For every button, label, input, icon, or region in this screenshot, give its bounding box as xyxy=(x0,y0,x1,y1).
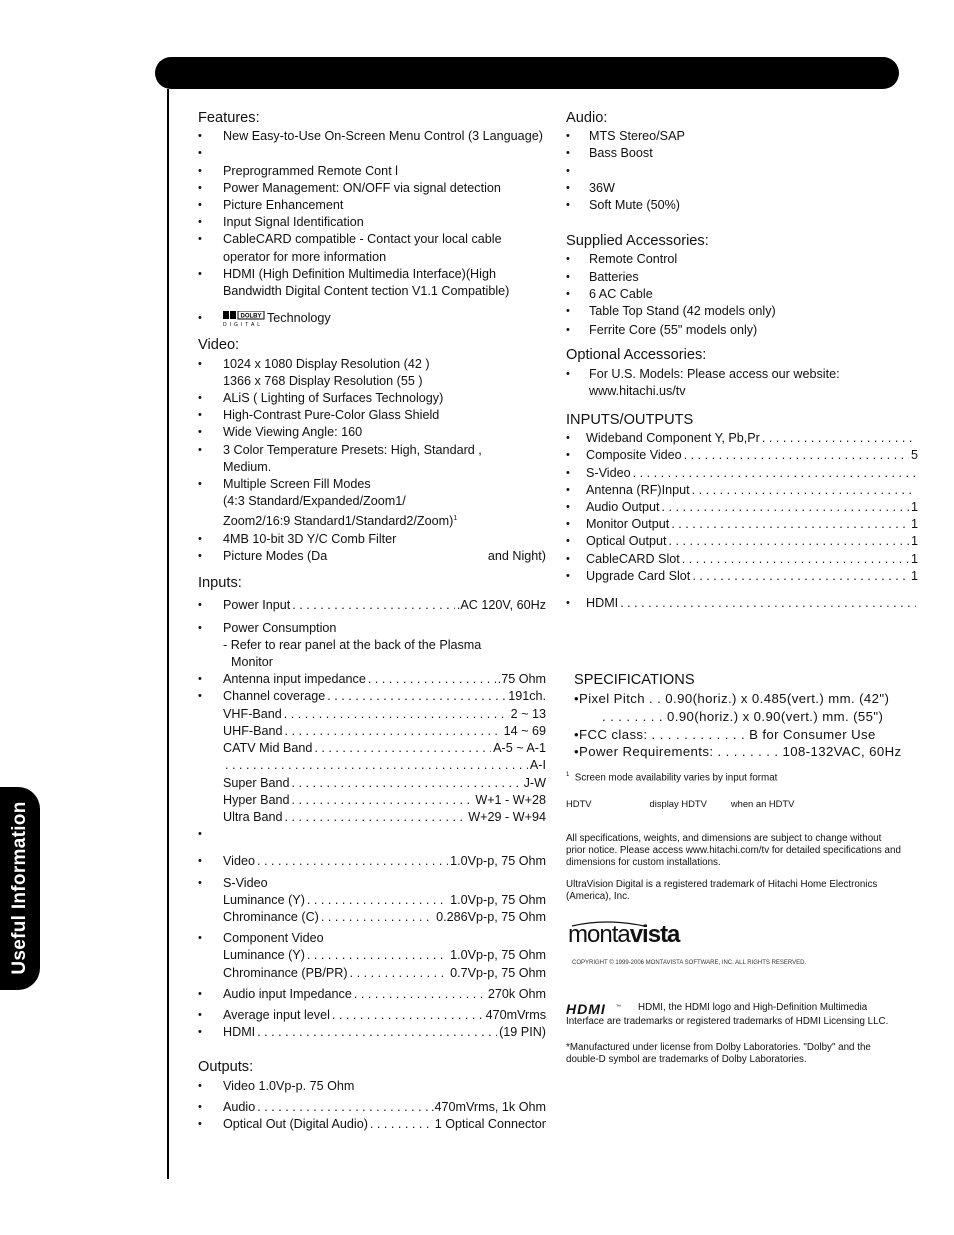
list-item: • Power Management: ON/OFF via signal detection xyxy=(198,180,546,197)
header-bar xyxy=(155,57,899,89)
list-item xyxy=(566,163,918,180)
svg-text:HDMI: HDMI xyxy=(566,1001,606,1016)
list-item: • DOLBY DIGITAL Technology xyxy=(198,310,546,327)
list-item: • 36W xyxy=(566,180,918,197)
hdmi-logo xyxy=(566,1002,630,1016)
svg-text:™: ™ xyxy=(616,1003,621,1010)
spec-row: • Power Input . . . .AC 120V, 60Hz xyxy=(198,597,546,614)
list-item: • Soft Mute (50%) xyxy=(566,197,918,214)
spec-row: • HDMI . . . xyxy=(566,595,918,612)
list-item: • High-Contrast Pure-Color Glass Shield xyxy=(198,407,546,424)
svg-text:DOLBY: • DOLBY xyxy=(240,313,262,320)
list-item: • Video 1.0Vp-p. 75 Ohm xyxy=(198,1078,546,1095)
io-row: • Monitor Output . . . 1 xyxy=(566,516,918,533)
montavista-block: montavista COPYRIGHT © 1999-2006 MONTAVISTA SOFTWARE, INC. ALL RIGHTS RESERVED. xyxy=(566,918,918,972)
spec-row: • Channel coverage . . . 191ch. xyxy=(198,688,546,705)
spec-row: • Audio . . . .470mVrms, 1k Ohm xyxy=(198,1099,546,1116)
band-row: CATV Mid Band . . . A-5 ~ A-1 xyxy=(198,740,546,757)
band-row: Super Band . . . J-W xyxy=(198,775,546,792)
list-item: • Power Consumption - Refer to rear panel at the back of the Plasma Monitor xyxy=(198,620,546,672)
video-heading: Video: xyxy=(198,337,240,354)
band-row: Hyper Band . . . W+1 - W+28 xyxy=(198,792,546,809)
dolby-digital-logo xyxy=(223,311,267,327)
list-item: • Table Top Stand (42 models only) xyxy=(566,303,918,320)
list-item: • Bass Boost xyxy=(566,145,918,162)
specifications-heading: SPECIFICATIONS xyxy=(574,672,695,689)
list-item: • Wide Viewing Angle: 160 xyxy=(198,424,546,441)
list-item: • 3 Color Temperature Presets: High, Standard , Medium. xyxy=(198,442,546,476)
hdmi-block: HDMI ™ HDMI, the HDMI logo and High-Definition Multimedia Interface are trademarks or registered trademarks of HDMI Licensing LLC. xyxy=(566,1001,889,1027)
list-item: • CableCARD compatible - Contact your local cable operator for more information xyxy=(198,231,546,265)
notice-text: All specifications, weights, and dimensions are subject to change without prior notice. Please access www.hitachi.com/tv for detailed specifications and dimensions for custom installations. xyxy=(566,832,901,868)
spec-row: • Audio input Impedance . . . 270k Ohm xyxy=(198,986,546,1003)
ultravision-text: UltraVision Digital is a registered trademark of Hitachi Home Electronics (America), Inc. xyxy=(566,879,878,903)
list-item: • Ferrite Core (55" models only) xyxy=(566,322,918,339)
list-item: • S-Video Luminance (Y) . . . 1.0Vp-p, 75 Ohm Chrominance (C) . . . 0.286Vp-p, 75 Ohm xyxy=(198,875,546,927)
section-tab-label: Useful Information xyxy=(9,801,30,975)
left-rule xyxy=(167,89,169,1179)
list-item xyxy=(198,826,546,843)
left-column xyxy=(198,110,546,1133)
outputs-heading: Outputs: xyxy=(198,1059,254,1076)
list-item: • Remote Control xyxy=(566,251,918,268)
list-item: • Picture Enhancement xyxy=(198,197,546,214)
list-item: • Batteries xyxy=(566,269,918,286)
io-row: • CableCARD Slot . . . 1 xyxy=(566,551,918,568)
hdtv-line: HDTV display HDTV when an HDTV xyxy=(566,798,795,810)
specifications: SPECIFICATIONS •Pixel Pitch . . 0.90(horiz.) x 0.485(vert.) mm. (42") . . . . . . . . 0.90(horiz.) x 0.90(vert.) mm. (55") •FCC class: . . . . . . . . . . . . B for Consumer Use •Power Requirements: . . . . . . . . 108-132VAC, 60Hz xyxy=(566,672,918,761)
spec-row: • Video . . . 1.0Vp-p, 75 Ohm xyxy=(198,853,546,870)
list-item: • Component Video Luminance (Y) . . . 1.0Vp-p, 75 Ohm Chrominance (PB/PR) . . . 0.7Vp-p, 75 Ohm xyxy=(198,930,546,982)
list-item: • 6 AC Cable xyxy=(566,286,918,303)
band-row: VHF-Band . . . 2 ~ 13 xyxy=(198,706,546,723)
band-row: . . . A-I xyxy=(198,757,546,774)
spec-row: • Average input level . . . 470mVrms xyxy=(198,1007,546,1024)
list-item: • Multiple Screen Fill Modes (4:3 Standard/Expanded/Zoom1/ Zoom2/16:9 Standard1/Standard2/Zoom)$^1$ xyxy=(198,476,546,531)
io-heading: INPUTS/OUTPUTS xyxy=(566,412,694,429)
io-row: • Upgrade Card Slot . . . 1 xyxy=(566,568,918,585)
list-item: • Picture Modes (Da and Night) xyxy=(198,548,546,565)
list-item: • HDMI (High Definition Multimedia Interface)(High Bandwidth Digital Content tection V1.1 Compatible) xyxy=(198,266,546,300)
footnote: $^1$ Screen mode availability varies by input format xyxy=(566,771,778,784)
io-row: • Optical Output . . . 1 xyxy=(566,533,918,550)
list-item xyxy=(198,145,546,162)
spec-row: • Optical Out (Digital Audio) . . . 1 Optical Connector xyxy=(198,1116,546,1133)
spec-row: • Antenna input impedance . . . .75 Ohm xyxy=(198,671,546,688)
svg-text:montavista: montavista xyxy=(568,920,680,948)
io-row: • S-Video . . . xyxy=(566,465,918,482)
list-item: • Preprogrammed Remote Cont l xyxy=(198,163,546,180)
dolby-trademark: *Manufactured under license from Dolby Laboratories. "Dolby" and the double-D symbol are trademarks of Dolby Laboratories. xyxy=(566,1042,871,1066)
list-item: • ALiS ( Lighting of Surfaces Technology) xyxy=(198,390,546,407)
section-tab xyxy=(0,787,40,990)
list-item: • New Easy-to-Use On-Screen Menu Control (3 Language) xyxy=(198,128,546,145)
optional-heading: Optional Accessories: xyxy=(566,347,707,364)
band-row: Ultra Band . . . W+29 - W+94 xyxy=(198,809,546,826)
svg-text:DIGITAL: DIGITAL xyxy=(223,321,264,327)
audio-heading: Audio: xyxy=(566,110,608,126)
list-item: • 4MB 10-bit 3D Y/C Comb Filter xyxy=(198,531,546,548)
supplied-heading: Supplied Accessories: xyxy=(566,233,709,250)
io-row: • Wideband Component Y, Pb,Pr . . . xyxy=(566,430,918,447)
montavista-logo xyxy=(566,918,686,950)
io-row: • Antenna (RF)Input . . . xyxy=(566,482,918,499)
spec-row: • HDMI . . . (19 PIN) xyxy=(198,1024,546,1041)
inputs-heading: Inputs: xyxy=(198,575,242,592)
list-item: • For U.S. Models: Please access our website: www.hitachi.us/tv xyxy=(566,366,918,400)
io-row: • Audio Output . . . 1 xyxy=(566,499,918,516)
band-row: UHF-Band . . . 14 ~ 69 xyxy=(198,723,546,740)
right-column xyxy=(566,110,918,1067)
list-item: • 1024 x 1080 Display Resolution (42 ) 1366 x 768 Display Resolution (55 ) xyxy=(198,356,546,390)
list-item: • Input Signal Identification xyxy=(198,214,546,231)
list-item: • MTS Stereo/SAP xyxy=(566,128,918,145)
io-row: • Composite Video . . . 5 xyxy=(566,447,918,464)
features-heading: Features: xyxy=(198,110,260,126)
